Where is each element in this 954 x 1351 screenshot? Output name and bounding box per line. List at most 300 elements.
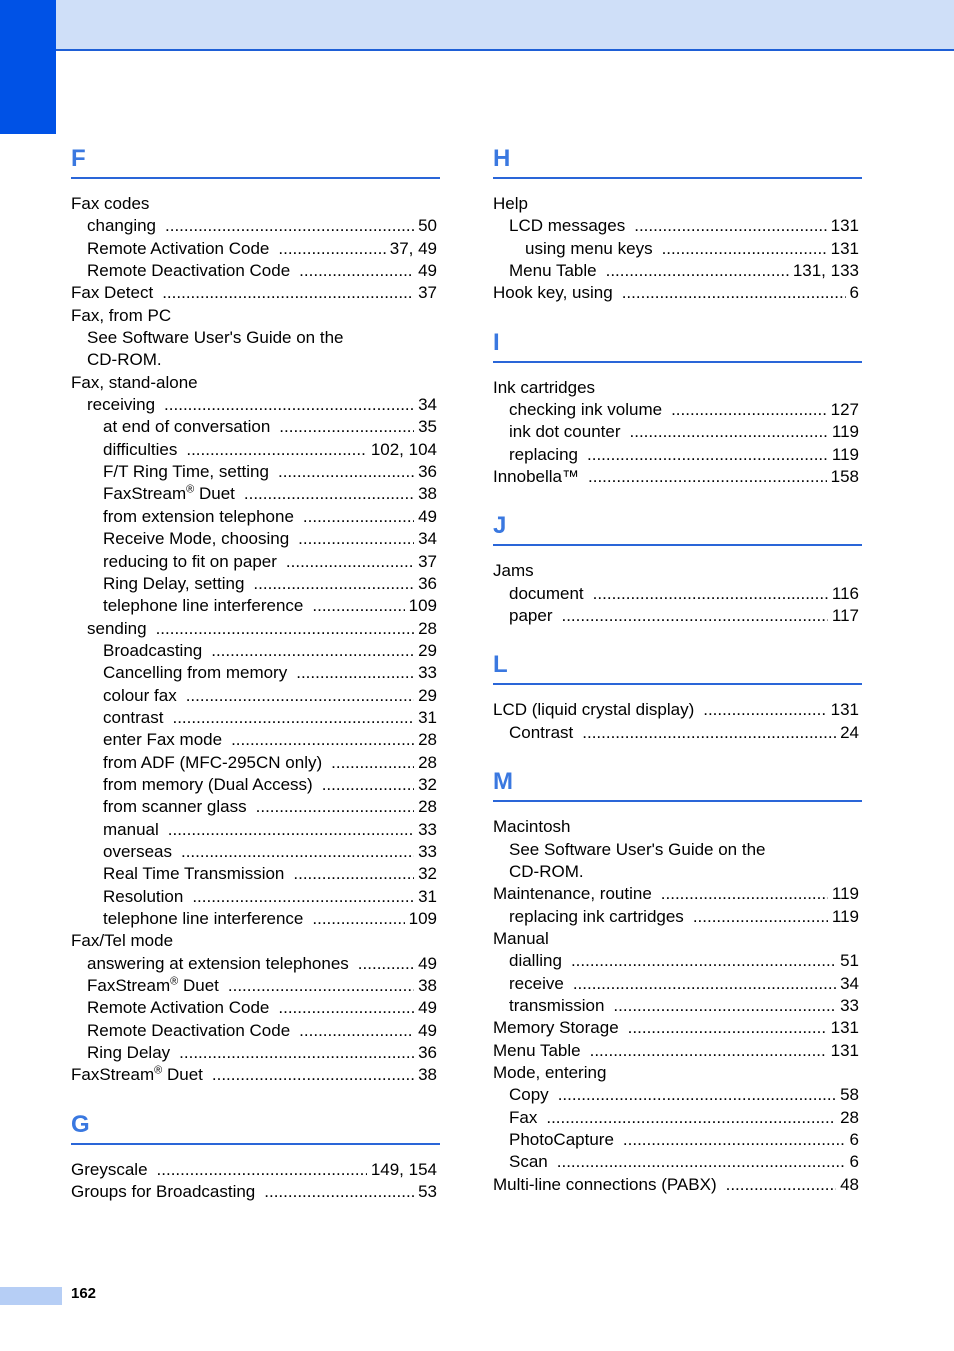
page-reference[interactable]: 49 (418, 953, 437, 973)
entry-term-text: from scanner glass (103, 797, 247, 817)
dot-leader (588, 466, 827, 488)
entry-term-text: dialling (509, 951, 562, 971)
page-reference[interactable]: 6 (849, 283, 859, 303)
page-reference[interactable]: 6 (849, 1129, 859, 1149)
page-reference[interactable]: 37 (418, 551, 437, 571)
entry-term-text: Ring Delay, setting (103, 573, 245, 593)
index-entry (71, 238, 437, 260)
index-entry (71, 796, 437, 818)
index-entry (71, 551, 437, 573)
dot-leader (606, 260, 789, 282)
index-entry (493, 1062, 859, 1084)
entry-term-text: See Software User's Guide on the (509, 839, 766, 859)
index-entry (493, 238, 859, 260)
index-entry (71, 930, 437, 952)
chapter-tab (0, 0, 56, 134)
entry-term (509, 839, 766, 861)
entry-term-text: F/T Ring Time, setting (103, 462, 269, 482)
page-reference[interactable]: 158 (830, 467, 859, 487)
entry-term-text: overseas (103, 841, 172, 861)
page-reference[interactable]: 117 (831, 606, 859, 626)
entry-term-text: Broadcasting (103, 640, 203, 660)
entry-term (103, 707, 163, 729)
index-entry (71, 662, 437, 684)
dot-leader (278, 461, 414, 483)
entry-term-text: Contrast (509, 722, 574, 742)
dot-leader (192, 886, 414, 908)
page-reference[interactable]: 37 (418, 283, 437, 303)
section-spacer (71, 1087, 440, 1107)
index-entry (71, 1064, 437, 1086)
entry-term-text: contrast (103, 707, 164, 727)
dot-leader (179, 1042, 414, 1064)
dot-leader (662, 238, 827, 260)
entry-term-text: Remote Activation Code (87, 238, 270, 258)
entry-term (509, 722, 573, 744)
page-reference[interactable]: 28 (418, 752, 437, 772)
entry-term (509, 399, 662, 421)
entry-term (71, 372, 198, 394)
entry-term (87, 349, 162, 371)
page-reference[interactable]: 34 (840, 973, 859, 993)
index-entry (493, 699, 859, 721)
page-reference[interactable]: 28 (418, 618, 437, 638)
entry-term-text: Multi-line connections (PABX) (493, 1174, 717, 1194)
section-letter-m: M (493, 764, 862, 802)
entry-term-text: Memory Storage (493, 1018, 619, 1038)
dot-leader (671, 399, 827, 421)
dot-leader (571, 950, 836, 972)
entry-term (509, 861, 584, 883)
entry-term-text: Help (493, 194, 528, 213)
entry-term-text: Cancelling from memory (103, 663, 288, 683)
index-entry (493, 193, 859, 215)
dot-leader (162, 282, 414, 304)
dot-leader (312, 908, 404, 930)
page-reference[interactable]: 29 (418, 640, 437, 660)
entry-term-text: Fax/Tel mode (71, 931, 174, 951)
dot-leader (156, 618, 415, 640)
page-reference[interactable]: 36 (418, 1043, 437, 1063)
index-entry (71, 774, 437, 796)
dot-leader (546, 1107, 836, 1129)
page-reference[interactable]: 50 (418, 216, 437, 236)
entry-term (493, 560, 534, 582)
index-entry (493, 399, 859, 421)
entry-term-text: colour fax (103, 685, 177, 705)
dot-leader (279, 416, 414, 438)
dot-leader (630, 421, 828, 443)
index-entry (493, 282, 859, 304)
entry-term (509, 1151, 548, 1173)
page-reference[interactable]: 38 (418, 484, 437, 504)
index-entry (71, 819, 437, 841)
entry-term (87, 238, 269, 260)
entry-term (509, 906, 684, 928)
dot-leader (590, 1040, 827, 1062)
dot-leader (557, 1151, 846, 1173)
entry-term (103, 662, 287, 684)
entry-term-text: manual (103, 819, 159, 839)
entry-term (509, 973, 564, 995)
index-entry (493, 950, 859, 972)
dot-leader (623, 1129, 846, 1151)
dot-leader (157, 1159, 367, 1181)
index-entry (71, 729, 437, 751)
index-entry (71, 685, 437, 707)
page-reference[interactable]: 102, 104 (370, 439, 437, 459)
entry-term-text: FaxStream (71, 1065, 155, 1085)
entry-term-text: Fax codes (71, 194, 150, 213)
entry-term (87, 975, 219, 997)
dot-leader (253, 573, 414, 595)
dot-leader (582, 722, 836, 744)
page-reference[interactable]: 33 (418, 663, 437, 683)
dot-leader (172, 707, 414, 729)
page-reference[interactable]: 49 (418, 506, 437, 526)
entry-term (71, 305, 171, 327)
index-entry (71, 349, 437, 371)
page-reference[interactable]: 51 (840, 951, 859, 971)
page-reference[interactable]: 28 (418, 797, 437, 817)
entry-term (509, 1084, 549, 1106)
index-entry (71, 215, 437, 237)
dot-leader (168, 819, 414, 841)
entry-term (71, 1159, 148, 1181)
dot-leader (278, 997, 414, 1019)
index-entry (71, 752, 437, 774)
page-reference[interactable]: 131 (830, 1018, 859, 1038)
entry-term (103, 573, 244, 595)
section-letter-f: F (71, 141, 440, 179)
dot-leader (726, 1174, 836, 1196)
entry-term-text: transmission (509, 995, 605, 1015)
entry-term (103, 595, 303, 617)
entry-term (103, 796, 247, 818)
entry-term (103, 729, 222, 751)
entry-term-text: Real Time Transmission (103, 864, 285, 884)
index-column-left (71, 141, 440, 1203)
entry-term-text: Remote Activation Code (87, 998, 270, 1018)
entry-term-text: changing (87, 216, 157, 236)
entry-term-text: using menu keys (525, 238, 653, 258)
page-reference[interactable]: 131 (830, 1040, 859, 1060)
dot-leader (561, 605, 827, 627)
section-spacer (493, 305, 862, 325)
index-entry (71, 1159, 437, 1181)
page-reference[interactable]: 48 (840, 1174, 859, 1194)
dot-leader (703, 699, 826, 721)
page-reference[interactable]: 119 (831, 422, 859, 442)
entry-term (509, 421, 621, 443)
footer-bar (0, 1287, 62, 1305)
entry-term-text: from ADF (MFC-295CN only) (103, 752, 323, 772)
entry-term (493, 193, 528, 215)
dot-leader (256, 796, 414, 818)
entry-term (87, 1042, 170, 1064)
dot-leader (299, 1020, 414, 1042)
index-entry (493, 377, 859, 399)
entry-term (509, 583, 584, 605)
index-entry (71, 483, 437, 505)
index-entry (71, 707, 437, 729)
page-reference[interactable]: 36 (418, 462, 437, 482)
registered-mark: ® (186, 483, 195, 496)
page-reference[interactable]: 32 (418, 774, 437, 794)
entry-term-text: enter Fax mode (103, 730, 223, 750)
entry-term (71, 930, 173, 952)
index-entry (71, 461, 437, 483)
entry-term-text: Groups for Broadcasting (71, 1182, 256, 1202)
entry-term-text: from memory (Dual Access) (103, 774, 313, 794)
index-entry (493, 816, 859, 838)
index-entry (493, 421, 859, 443)
entry-term-text: LCD (liquid crystal display) (493, 700, 695, 720)
dot-leader (181, 841, 414, 863)
entry-term-text: Manual (493, 928, 549, 948)
page-reference[interactable]: 109 (408, 596, 437, 616)
index-entry (71, 953, 437, 975)
entry-term (71, 1064, 203, 1086)
dot-leader (228, 975, 414, 997)
index-entry (71, 573, 437, 595)
dot-leader (622, 282, 846, 304)
dot-leader (293, 863, 414, 885)
entry-term-text: CD-ROM. (509, 861, 584, 881)
page-reference[interactable]: 119 (831, 884, 859, 904)
section-spacer (493, 488, 862, 508)
entry-term (103, 774, 313, 796)
entry-term (87, 618, 147, 640)
dot-leader (286, 551, 414, 573)
entry-term (103, 483, 235, 505)
entry-term (493, 1174, 717, 1196)
entry-term (87, 997, 269, 1019)
registered-mark: ® (154, 1064, 163, 1077)
index-entry (493, 1017, 859, 1039)
entry-term-text: Hook key, using (493, 283, 613, 303)
dot-leader (186, 439, 366, 461)
index-entry (71, 394, 437, 416)
page-number: 162 (71, 1285, 97, 1302)
section-spacer (493, 744, 862, 764)
entry-term-suffix: Duet (178, 976, 219, 996)
dot-leader (264, 1181, 414, 1203)
page-reference[interactable]: 33 (840, 995, 859, 1015)
index-entry (71, 975, 437, 997)
entry-term (493, 816, 570, 838)
index-entry (71, 841, 437, 863)
entry-term-text: Receive Mode, choosing (103, 529, 290, 549)
index-entry (71, 305, 437, 327)
entry-term-text: document (509, 583, 584, 603)
page-reference[interactable]: 49 (418, 261, 437, 281)
dot-leader (164, 394, 414, 416)
entry-term (71, 282, 153, 304)
page-reference[interactable]: 116 (831, 583, 859, 603)
entry-term (103, 886, 183, 908)
dot-leader (231, 729, 414, 751)
entry-term (103, 528, 289, 550)
entry-term-text: Maintenance, routine (493, 884, 652, 904)
dot-leader (587, 444, 828, 466)
page-reference[interactable]: 38 (418, 976, 437, 996)
index-entry (493, 605, 859, 627)
page-reference[interactable]: 37, 49 (389, 238, 437, 258)
entry-term-text: at end of conversation (103, 417, 271, 437)
entry-term-text: Mode, entering (493, 1062, 607, 1082)
page-reference[interactable]: 119 (831, 444, 859, 464)
page-reference[interactable]: 31 (418, 886, 437, 906)
entry-term-text: answering at extension telephones (87, 953, 349, 973)
dot-leader (298, 528, 414, 550)
page-reference[interactable]: 33 (418, 819, 437, 839)
dot-leader (186, 685, 414, 707)
index-entry (493, 1151, 859, 1173)
dot-leader (573, 973, 836, 995)
entry-term-text: receiving (87, 395, 156, 415)
page-reference[interactable]: 6 (849, 1152, 859, 1172)
page-reference[interactable]: 35 (418, 417, 437, 437)
page-reference[interactable]: 33 (418, 841, 437, 861)
page-reference[interactable]: 119 (831, 906, 859, 926)
entry-term (87, 327, 344, 349)
page-reference[interactable]: 131 (830, 700, 859, 720)
dot-leader (558, 1084, 836, 1106)
dot-leader (628, 1017, 827, 1039)
index-entry (493, 1107, 859, 1129)
entry-term (103, 461, 269, 483)
section-letter-j: J (493, 508, 862, 546)
entry-term (103, 908, 303, 930)
entry-term-text: reducing to fit on paper (103, 551, 277, 571)
index-entry (71, 908, 437, 930)
entry-term (509, 1129, 614, 1151)
dot-leader (634, 215, 826, 237)
entry-term (103, 752, 322, 774)
entry-term (71, 1181, 255, 1203)
dot-leader (322, 774, 414, 796)
dot-leader (312, 595, 404, 617)
index-entry (71, 506, 437, 528)
index-entry (493, 995, 859, 1017)
page-reference[interactable]: 131, 133 (792, 261, 859, 281)
entry-term-text: Copy (509, 1085, 549, 1105)
index-entry (493, 839, 859, 861)
entry-term-text: Scan (509, 1152, 548, 1172)
page-reference[interactable]: 34 (418, 395, 437, 415)
entry-term-text: LCD messages (509, 216, 626, 236)
entry-term-text: Remote Deactivation Code (87, 1020, 291, 1040)
entry-term (87, 953, 349, 975)
page-reference[interactable]: 53 (418, 1182, 437, 1202)
page-reference[interactable]: 28 (418, 730, 437, 750)
index-entry (71, 193, 437, 215)
page-reference[interactable]: 24 (840, 722, 859, 742)
entry-term-text: Jams (493, 561, 534, 581)
index-entry (493, 883, 859, 905)
entry-term (71, 193, 149, 215)
page-reference[interactable]: 29 (418, 685, 437, 705)
index-entry (71, 640, 437, 662)
entry-term (493, 377, 595, 399)
entry-term-text: telephone line interference (103, 909, 304, 928)
dot-leader (211, 640, 414, 662)
dot-leader (278, 238, 385, 260)
page-reference[interactable]: 131 (830, 216, 859, 236)
entry-term-text: Fax Detect (71, 283, 154, 303)
index-entry (71, 618, 437, 640)
page-reference[interactable]: 34 (418, 529, 437, 549)
entry-term (509, 1107, 537, 1129)
page-reference[interactable]: 31 (418, 707, 437, 727)
entry-term-suffix: Duet (162, 1065, 203, 1085)
entry-term (103, 685, 177, 707)
page-reference[interactable]: 149, 154 (370, 1159, 437, 1179)
entry-term (509, 950, 562, 972)
index-entry (493, 973, 859, 995)
page-reference[interactable]: 36 (418, 573, 437, 593)
entry-term-text: receive (509, 973, 564, 993)
index-entry (71, 439, 437, 461)
index-entry (493, 928, 859, 950)
page-reference[interactable]: 127 (830, 400, 859, 420)
entry-term-text: Innobella™ (493, 467, 580, 487)
section-spacer (493, 627, 862, 647)
index-entry (71, 282, 437, 304)
index-entry (493, 906, 859, 928)
index-entry (71, 595, 437, 617)
entry-term-text: CD-ROM. (87, 350, 162, 370)
page-reference[interactable]: 49 (418, 1020, 437, 1040)
page-reference[interactable]: 58 (840, 1085, 859, 1105)
entry-term-text: See Software User's Guide on the (87, 328, 344, 348)
section-letter-l: L (493, 647, 862, 685)
entry-term-text: Ink cartridges (493, 377, 596, 397)
entry-term-suffix: Duet (194, 484, 235, 504)
entry-term-text: Menu Table (509, 261, 597, 281)
entry-term-text: Resolution (103, 886, 184, 906)
section-letter-i: I (493, 325, 862, 363)
index-entry (493, 215, 859, 237)
page-reference[interactable]: 131 (830, 238, 859, 258)
entry-term-text: Fax, stand-alone (71, 372, 198, 392)
index-entry (71, 886, 437, 908)
entry-term (509, 995, 604, 1017)
dot-leader (693, 906, 828, 928)
entry-term (87, 260, 290, 282)
dot-leader (165, 215, 414, 237)
entry-term (509, 605, 552, 627)
entry-term (87, 215, 156, 237)
page-reference[interactable]: 49 (418, 998, 437, 1018)
page-reference[interactable]: 38 (418, 1065, 437, 1085)
index-entry (71, 528, 437, 550)
entry-term-text: replacing (509, 444, 578, 464)
index-entry (493, 861, 859, 883)
page-reference[interactable]: 109 (408, 909, 437, 928)
entry-term-text: Ring Delay (87, 1043, 171, 1063)
entry-term-text: paper (509, 606, 553, 626)
entry-term-text: Remote Deactivation Code (87, 261, 291, 281)
section-letter-h: H (493, 141, 862, 179)
dot-leader (613, 995, 836, 1017)
page-reference[interactable]: 32 (418, 864, 437, 884)
index-entry (493, 1084, 859, 1106)
entry-term (509, 444, 578, 466)
section-letter-g: G (71, 1107, 440, 1145)
page-reference[interactable]: 28 (840, 1107, 859, 1127)
